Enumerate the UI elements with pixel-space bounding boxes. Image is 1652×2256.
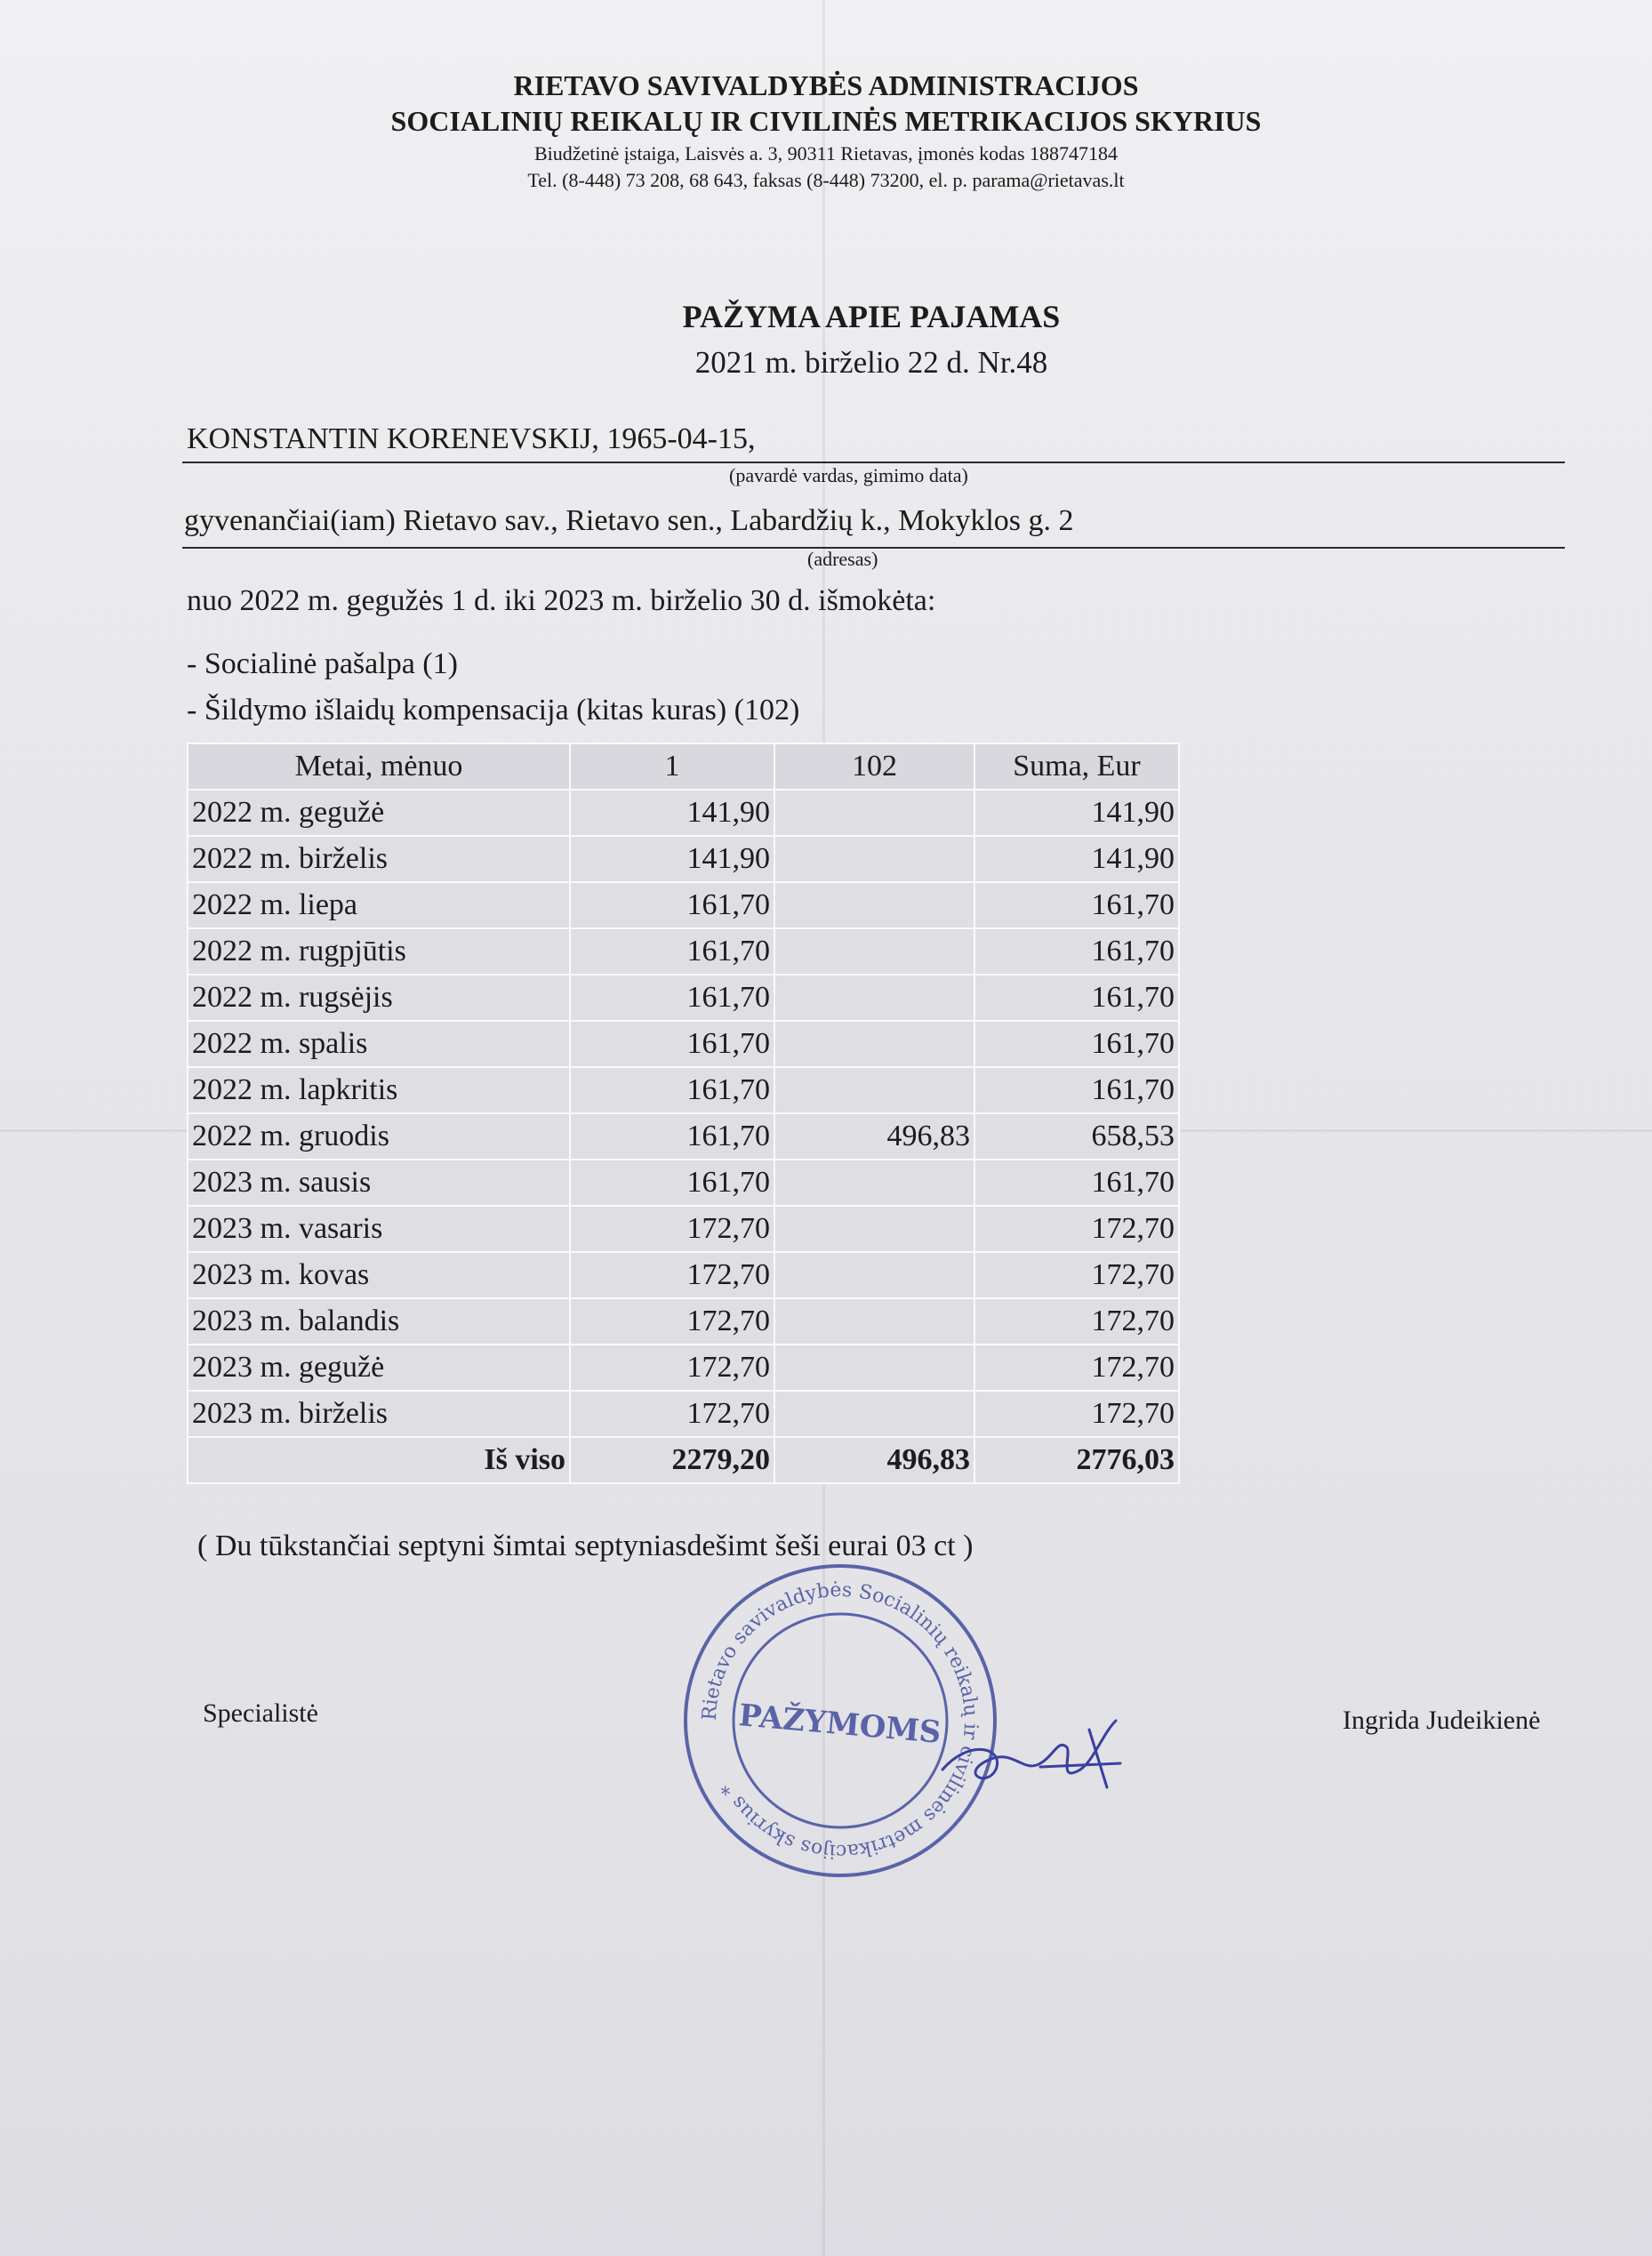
benefit-1-cell: 161,70 — [570, 1160, 774, 1206]
address-caption: (adresas) — [807, 548, 878, 570]
benefit-1-cell: 172,70 — [570, 1252, 774, 1298]
org-name-line1: RIETAVO SAVIVALDYBĖS ADMINISTRACIJOS — [513, 69, 1139, 101]
month-cell: 2022 m. lapkritis — [188, 1067, 570, 1113]
table-row — [188, 1345, 1179, 1391]
sum-cell: 161,70 — [974, 1160, 1179, 1206]
benefit-1-cell: 161,70 — [570, 882, 774, 928]
table-row — [188, 1206, 1179, 1252]
sum-cell: 658,53 — [974, 1113, 1179, 1160]
period-line: nuo 2022 m. gegužės 1 d. iki 2023 m. birželio 30 d. išmokėta: — [187, 584, 936, 617]
sum-cell: 172,70 — [974, 1345, 1179, 1391]
total-benefit-1: 2279,20 — [570, 1437, 774, 1483]
document-title: PAŽYMA APIE PAJAMAS — [682, 299, 1061, 334]
sum-cell: 141,90 — [974, 836, 1179, 882]
svg-text:Rietavo savivaldybės Socialini: Rietavo savivaldybės Socialinių reikalų ir civilinės metrikacijos skyrius * — [698, 1578, 982, 1863]
person-name-caption: (pavardė vardas, gimimo data) — [729, 464, 968, 486]
benefit-1-cell: 161,70 — [570, 1067, 774, 1113]
benefit-102-cell — [774, 790, 974, 836]
benefit-102-cell — [774, 1298, 974, 1345]
column-header: Suma, Eur — [974, 743, 1179, 790]
income-table — [187, 743, 1180, 1484]
month-cell: 2023 m. vasaris — [188, 1206, 570, 1252]
benefit-102-cell — [774, 928, 974, 975]
column-header: Metai, mėnuo — [188, 743, 570, 790]
table-row — [188, 975, 1179, 1021]
total-benefit-102: 496,83 — [774, 1437, 974, 1483]
month-cell: 2022 m. gegužė — [188, 790, 570, 836]
divider — [182, 462, 1565, 463]
month-cell: 2022 m. birželis — [188, 836, 570, 882]
benefit-102-cell — [774, 1252, 974, 1298]
org-contacts: Tel. (8-448) 73 208, 68 643, faksas (8-448) 73200, el. p. parama@rietavas.lt — [527, 169, 1125, 191]
document-date-number: 2021 m. birželio 22 d. Nr.48 — [694, 345, 1048, 380]
sum-cell: 172,70 — [974, 1252, 1179, 1298]
month-cell: 2022 m. spalis — [188, 1021, 570, 1067]
table-row — [188, 1160, 1179, 1206]
month-cell: 2023 m. gegužė — [188, 1345, 570, 1391]
benefit-102-cell — [774, 1206, 974, 1252]
benefit-102-cell — [774, 975, 974, 1021]
benefit-1-cell: 172,70 — [570, 1298, 774, 1345]
month-cell: 2022 m. rugpjūtis — [188, 928, 570, 975]
table-row — [188, 1067, 1179, 1113]
benefit-102-cell — [774, 1021, 974, 1067]
signer-role: Specialistė — [203, 1698, 318, 1728]
table-row — [188, 1298, 1179, 1345]
benefit-102-cell — [774, 836, 974, 882]
month-cell: 2022 m. gruodis — [188, 1113, 570, 1160]
table-row — [188, 1113, 1179, 1160]
table-row — [188, 790, 1179, 836]
benefit-1-cell: 161,70 — [570, 928, 774, 975]
benefit-item: - Šildymo išlaidų kompensacija (kitas kuras) (102) — [187, 694, 800, 727]
column-header: 102 — [774, 743, 974, 790]
total-sum: 2776,03 — [974, 1437, 1179, 1483]
benefit-1-cell: 172,70 — [570, 1206, 774, 1252]
table-total-row — [188, 1437, 1179, 1483]
sum-cell: 161,70 — [974, 975, 1179, 1021]
table-row — [188, 928, 1179, 975]
table-row — [188, 882, 1179, 928]
sum-cell: 172,70 — [974, 1391, 1179, 1437]
month-cell: 2022 m. rugsėjis — [188, 975, 570, 1021]
sum-cell: 141,90 — [974, 790, 1179, 836]
benefit-1-cell: 161,70 — [570, 1113, 774, 1160]
month-cell: 2023 m. sausis — [188, 1160, 570, 1206]
sum-cell: 172,70 — [974, 1206, 1179, 1252]
sum-cell: 161,70 — [974, 1067, 1179, 1113]
benefit-1-cell: 161,70 — [570, 975, 774, 1021]
signer-name: Ingrida Judeikienė — [1343, 1706, 1541, 1735]
person-address: gyvenančiai(iam) Rietavo sav., Rietavo sen., Labardžių k., Mokyklos g. 2 — [184, 504, 1074, 537]
svg-text:PAŽYMOMS: PAŽYMOMS — [737, 1698, 942, 1751]
sum-cell: 161,70 — [974, 928, 1179, 975]
column-header: 1 — [570, 743, 774, 790]
sum-cell: 161,70 — [974, 1021, 1179, 1067]
benefit-102-cell — [774, 1067, 974, 1113]
benefit-102-cell: 496,83 — [774, 1113, 974, 1160]
benefit-102-cell — [774, 882, 974, 928]
month-cell: 2022 m. liepa — [188, 882, 570, 928]
sum-cell: 161,70 — [974, 882, 1179, 928]
benefit-1-cell: 141,90 — [570, 790, 774, 836]
sum-cell: 172,70 — [974, 1298, 1179, 1345]
month-cell: 2023 m. kovas — [188, 1252, 570, 1298]
benefit-1-cell: 141,90 — [570, 836, 774, 882]
benefit-102-cell — [774, 1160, 974, 1206]
table-header-row — [188, 743, 1179, 790]
benefit-102-cell — [774, 1391, 974, 1437]
month-cell: 2023 m. balandis — [188, 1298, 570, 1345]
month-cell: 2023 m. birželis — [188, 1391, 570, 1437]
benefit-item: - Socialinė pašalpa (1) — [187, 647, 458, 680]
benefit-1-cell: 172,70 — [570, 1391, 774, 1437]
total-label: Iš viso — [188, 1437, 570, 1483]
benefit-1-cell: 161,70 — [570, 1021, 774, 1067]
table-row — [188, 1021, 1179, 1067]
benefit-1-cell: 172,70 — [570, 1345, 774, 1391]
table-row — [188, 836, 1179, 882]
org-details: Biudžetinė įstaiga, Laisvės a. 3, 90311 Rietavas, įmonės kodas 188747184 — [533, 142, 1118, 165]
person-name: KONSTANTIN KORENEVSKIJ, 1965-04-15, — [187, 422, 756, 455]
benefit-102-cell — [774, 1345, 974, 1391]
table-row — [188, 1391, 1179, 1437]
table-row — [188, 1252, 1179, 1298]
amount-in-words: ( Du tūkstančiai septyni šimtai septyniasdešimt šeši eurai 03 ct ) — [197, 1529, 974, 1562]
org-name-line2: SOCIALINIŲ REIKALŲ IR CIVILINĖS METRIKACIJOS SKYRIUS — [390, 105, 1262, 137]
handwritten-signature — [934, 1685, 1129, 1810]
